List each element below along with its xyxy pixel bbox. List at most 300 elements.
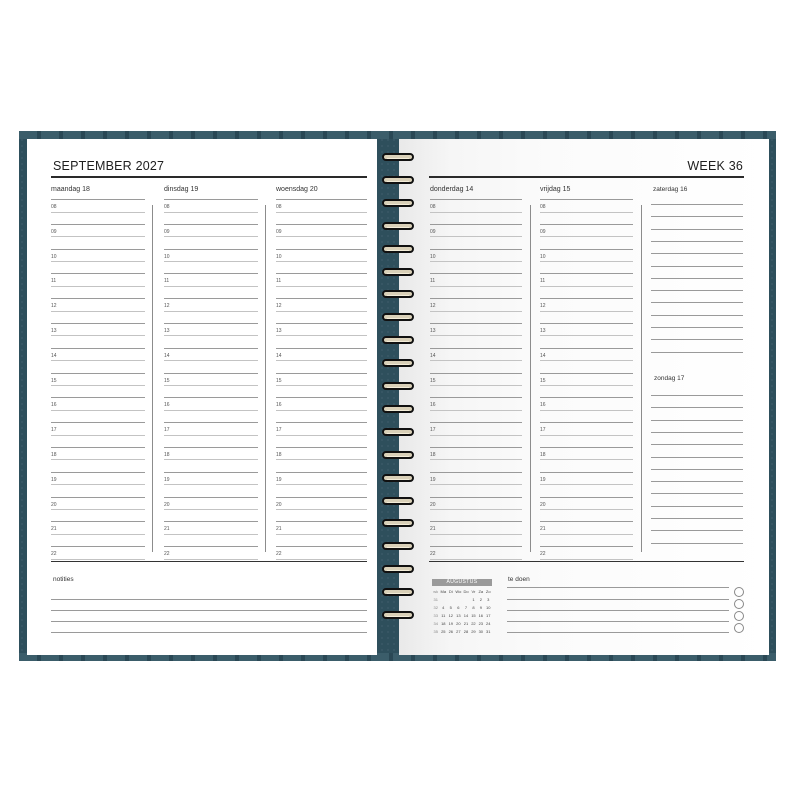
writing-line[interactable] (651, 241, 743, 242)
calendar-day (462, 595, 470, 603)
half-hour-line (540, 311, 633, 312)
month-title: SEPTEMBER 2027 (53, 159, 165, 173)
hour-label: 15 (164, 377, 170, 384)
hour-label: 21 (540, 526, 546, 533)
binding-ring (380, 220, 416, 232)
binding-ring (380, 586, 416, 598)
hour-slot[interactable] (164, 249, 258, 274)
todo-checkbox[interactable] (734, 623, 744, 633)
binding-ring (380, 517, 416, 529)
hour-label: 14 (540, 352, 546, 359)
half-hour-line (540, 534, 633, 535)
hour-label: 13 (540, 327, 546, 334)
hour-slot[interactable] (540, 298, 633, 323)
hour-slot[interactable] (51, 348, 145, 373)
hour-slot[interactable] (430, 397, 522, 422)
hour-slot[interactable] (51, 298, 145, 323)
half-hour-line (164, 335, 258, 336)
hour-slot[interactable] (276, 472, 367, 497)
day-title: vrijdag 15 (540, 186, 571, 193)
hour-label: 10 (276, 253, 282, 260)
hour-slot[interactable] (430, 472, 522, 497)
left-page (27, 139, 377, 655)
calendar-day: 20 (456, 620, 461, 626)
hour-label: 13 (164, 327, 170, 334)
half-hour-line (51, 484, 145, 485)
binding-ring (380, 243, 416, 255)
hour-slot[interactable] (276, 397, 367, 422)
hour-label: 19 (430, 476, 436, 483)
todo-checkbox[interactable] (734, 587, 744, 597)
hour-label: 13 (276, 327, 282, 334)
hour-slot[interactable] (276, 447, 367, 472)
writing-line[interactable] (651, 204, 743, 205)
hour-slot[interactable] (540, 521, 633, 546)
sunday-title: zondag 17 (654, 375, 685, 382)
todo-line[interactable] (507, 587, 729, 588)
half-hour-line (51, 286, 145, 287)
half-hour-line (430, 360, 522, 361)
hour-slot[interactable] (276, 546, 367, 571)
note-line[interactable] (51, 599, 367, 600)
hour-label: 18 (164, 451, 170, 458)
half-hour-line (276, 360, 367, 361)
hour-slot[interactable] (430, 224, 522, 249)
half-hour-line (430, 311, 522, 312)
hour-slot[interactable] (276, 521, 367, 546)
calendar-day (447, 595, 454, 603)
calendar-day: 8 (472, 604, 475, 610)
half-hour-line (51, 435, 145, 436)
hour-label: 14 (164, 352, 170, 359)
writing-line[interactable] (651, 315, 743, 316)
todo-checkbox[interactable] (734, 599, 744, 609)
cover-top-band (19, 131, 776, 139)
calendar-day: 19 (448, 620, 454, 626)
hour-list (540, 199, 633, 571)
hour-slot[interactable] (540, 397, 633, 422)
hour-slot[interactable] (276, 422, 367, 447)
hour-slot[interactable] (276, 348, 367, 373)
hour-label: 10 (164, 253, 170, 260)
week-number: 33 (433, 612, 438, 618)
half-hour-line (430, 559, 522, 560)
hour-label: 21 (430, 526, 436, 533)
hour-label: 11 (164, 278, 170, 285)
day-column-wednesday (276, 184, 367, 571)
hour-slot[interactable] (540, 497, 633, 522)
half-hour-line (164, 286, 258, 287)
column-divider (152, 205, 153, 552)
hour-slot[interactable] (164, 497, 258, 522)
todo-label: te doen (508, 576, 530, 583)
day-title: dinsdag 19 (164, 186, 199, 193)
hour-label: 09 (164, 228, 170, 235)
half-hour-line (540, 410, 633, 411)
hour-slot[interactable] (276, 249, 367, 274)
hour-slot[interactable] (540, 348, 633, 373)
notes-rule (51, 561, 367, 562)
hour-list (276, 199, 367, 571)
writing-line[interactable] (651, 253, 743, 254)
hour-slot[interactable] (164, 298, 258, 323)
hour-label: 21 (164, 526, 170, 533)
hour-label: 16 (540, 402, 546, 409)
calendar-weekday: Zo (485, 588, 491, 594)
todo-line[interactable] (507, 599, 729, 600)
hour-list (430, 199, 522, 571)
calendar-day: 12 (448, 612, 454, 618)
half-hour-line (164, 311, 258, 312)
calendar-weekday: Za (478, 588, 484, 594)
half-hour-line (540, 212, 633, 213)
binding-ring (380, 403, 416, 415)
binding-ring (380, 266, 416, 278)
half-hour-line (430, 385, 522, 386)
calendar-day: 10 (486, 604, 491, 610)
hour-label: 21 (276, 526, 282, 533)
binding-ring (380, 311, 416, 323)
hour-slot[interactable] (430, 273, 522, 298)
hour-slot[interactable] (276, 298, 367, 323)
hour-slot[interactable] (430, 348, 522, 373)
note-line[interactable] (51, 621, 367, 622)
calendar-day: 30 (478, 628, 484, 634)
week-number: 32 (433, 604, 438, 610)
hour-slot[interactable] (51, 249, 145, 274)
hour-label: 16 (430, 402, 436, 409)
hour-slot[interactable] (164, 373, 258, 398)
hour-slot[interactable] (540, 422, 633, 447)
binding-ring (380, 174, 416, 186)
calendar-weekday: Di (448, 588, 453, 594)
half-hour-line (430, 335, 522, 336)
half-hour-line (540, 360, 633, 361)
calendar-day: 17 (486, 612, 491, 618)
hour-label: 09 (51, 228, 57, 235)
calendar-day: 24 (486, 620, 491, 626)
hour-label: 18 (51, 451, 57, 458)
hour-slot[interactable] (51, 472, 145, 497)
hour-label: 20 (51, 501, 57, 508)
calendar-day: 3 (487, 596, 490, 602)
column-divider (530, 205, 531, 552)
hour-slot[interactable] (164, 224, 258, 249)
half-hour-line (540, 435, 633, 436)
hour-label: 10 (540, 253, 546, 260)
half-hour-line (164, 236, 258, 237)
half-hour-line (164, 459, 258, 460)
todo-checkbox[interactable] (734, 611, 744, 621)
writing-line[interactable] (651, 530, 743, 531)
hour-slot[interactable] (430, 447, 522, 472)
hour-label: 22 (430, 551, 436, 558)
column-divider (641, 205, 642, 552)
hour-label: 18 (276, 451, 282, 458)
half-hour-line (276, 261, 367, 262)
half-hour-line (51, 335, 145, 336)
hour-slot[interactable] (540, 323, 633, 348)
calendar-day: 11 (441, 612, 446, 618)
hour-slot[interactable] (164, 323, 258, 348)
writing-line[interactable] (651, 339, 743, 340)
todo-line[interactable] (507, 632, 729, 633)
half-hour-line (430, 509, 522, 510)
hour-label: 22 (51, 551, 57, 558)
binding-ring (380, 380, 416, 392)
binding-ring (380, 426, 416, 438)
half-hour-line (51, 459, 145, 460)
calendar-day: 16 (478, 612, 484, 618)
hour-label: 21 (51, 526, 57, 533)
day-title: woensdag 20 (276, 186, 318, 193)
half-hour-line (164, 435, 258, 436)
hour-slot[interactable] (276, 273, 367, 298)
writing-line[interactable] (651, 266, 743, 267)
calendar-weekday: Ma (440, 588, 447, 594)
hour-label: 19 (51, 476, 57, 483)
hour-slot[interactable] (430, 199, 522, 224)
hour-slot[interactable] (276, 199, 367, 224)
half-hour-line (164, 385, 258, 386)
hour-slot[interactable] (540, 447, 633, 472)
day-title: donderdag 14 (430, 186, 474, 193)
header-rule (429, 176, 744, 178)
half-hour-line (276, 410, 367, 411)
hour-slot[interactable] (430, 298, 522, 323)
saturday-title: zaterdag 16 (653, 186, 688, 193)
hour-slot[interactable] (164, 447, 258, 472)
writing-line[interactable] (651, 216, 743, 217)
half-hour-line (164, 559, 258, 560)
hour-label: 17 (51, 427, 57, 434)
hour-slot[interactable] (540, 273, 633, 298)
hour-label: 22 (276, 551, 282, 558)
hour-slot[interactable] (164, 348, 258, 373)
header-rule (51, 176, 367, 178)
half-hour-line (164, 212, 258, 213)
hour-label: 08 (540, 204, 546, 210)
writing-line[interactable] (651, 444, 743, 445)
half-hour-line (430, 286, 522, 287)
hour-slot[interactable] (540, 199, 633, 224)
calendar-day: 13 (456, 612, 461, 618)
half-hour-line (540, 559, 633, 560)
hour-slot[interactable] (276, 373, 367, 398)
writing-line[interactable] (651, 493, 743, 494)
binding-ring (380, 334, 416, 346)
right-page (399, 139, 769, 655)
writing-line[interactable] (651, 395, 743, 396)
hour-label: 13 (430, 327, 436, 334)
writing-line[interactable] (651, 432, 743, 433)
hour-slot[interactable] (51, 447, 145, 472)
writing-line[interactable] (651, 469, 743, 470)
hour-label: 13 (51, 327, 57, 334)
hour-label: 17 (430, 427, 436, 434)
calendar-day: 28 (463, 628, 469, 634)
calendar-day: 31 (486, 628, 491, 634)
binding-ring (380, 563, 416, 575)
hour-slot[interactable] (540, 546, 633, 571)
binding-ring (380, 151, 416, 163)
note-line[interactable] (51, 610, 367, 611)
hour-slot[interactable] (276, 224, 367, 249)
hour-slot[interactable] (164, 546, 258, 571)
writing-line[interactable] (651, 457, 743, 458)
writing-line[interactable] (651, 352, 743, 353)
half-hour-line (276, 559, 367, 560)
hour-slot[interactable] (430, 497, 522, 522)
half-hour-line (276, 236, 367, 237)
mini-calendar (432, 579, 492, 635)
calendar-day: 7 (464, 604, 468, 610)
hour-slot[interactable] (51, 323, 145, 348)
calendar-day: 21 (463, 620, 469, 626)
hour-slot[interactable] (51, 224, 145, 249)
binding-ring (380, 288, 416, 300)
half-hour-line (430, 212, 522, 213)
hour-label: 17 (540, 427, 546, 434)
writing-line[interactable] (651, 327, 743, 328)
hour-slot[interactable] (540, 249, 633, 274)
hour-slot[interactable] (164, 199, 258, 224)
half-hour-line (430, 236, 522, 237)
hour-slot[interactable] (51, 546, 145, 571)
writing-line[interactable] (651, 518, 743, 519)
hour-slot[interactable] (430, 249, 522, 274)
hour-slot[interactable] (276, 497, 367, 522)
hour-label: 15 (51, 377, 57, 384)
day-column-monday (51, 184, 145, 571)
hour-label: 10 (51, 253, 57, 260)
hour-label: 16 (276, 402, 282, 409)
writing-line[interactable] (651, 481, 743, 482)
hour-slot[interactable] (430, 521, 522, 546)
writing-line[interactable] (651, 278, 743, 279)
hour-slot[interactable] (51, 497, 145, 522)
half-hour-line (276, 534, 367, 535)
binding-ring (380, 197, 416, 209)
hour-label: 20 (540, 501, 546, 508)
binding-ring (380, 495, 416, 507)
hour-label: 08 (276, 204, 282, 210)
hour-label: 19 (164, 476, 170, 483)
hour-label: 12 (430, 303, 436, 310)
half-hour-line (164, 360, 258, 361)
half-hour-line (51, 410, 145, 411)
calendar-day: 4 (442, 604, 445, 610)
week-number: 31 (433, 596, 438, 602)
half-hour-line (430, 261, 522, 262)
hour-slot[interactable] (164, 521, 258, 546)
hour-slot[interactable] (51, 199, 145, 224)
hour-label: 09 (540, 228, 546, 235)
notes-label: notities (53, 576, 74, 583)
hour-slot[interactable] (540, 472, 633, 497)
hour-label: 14 (51, 352, 57, 359)
hour-label: 09 (430, 228, 436, 235)
todo-line[interactable] (507, 621, 729, 622)
hour-label: 20 (430, 501, 436, 508)
hour-label: 19 (540, 476, 546, 483)
week-number: 35 (433, 628, 438, 634)
hour-label: 19 (276, 476, 282, 483)
calendar-day: 5 (449, 604, 452, 610)
hour-label: 18 (540, 451, 546, 458)
hour-slot[interactable] (51, 422, 145, 447)
hour-slot[interactable] (51, 273, 145, 298)
hour-slot[interactable] (276, 323, 367, 348)
calendar-day: 2 (479, 596, 482, 602)
hour-slot[interactable] (430, 546, 522, 571)
hour-slot[interactable] (430, 373, 522, 398)
hour-label: 12 (51, 303, 57, 310)
hour-slot[interactable] (430, 422, 522, 447)
hour-slot[interactable] (51, 373, 145, 398)
day-column-friday (540, 184, 633, 571)
writing-line[interactable] (651, 420, 743, 421)
hour-label: 18 (430, 451, 436, 458)
calendar-weekday: Vr (471, 588, 476, 594)
binding-ring (380, 472, 416, 484)
week-title: WEEK 36 (687, 159, 743, 173)
hour-label: 11 (540, 278, 546, 285)
hour-list (51, 199, 145, 571)
writing-line[interactable] (651, 290, 743, 291)
half-hour-line (540, 484, 633, 485)
hour-label: 14 (430, 352, 436, 359)
hour-label: 20 (164, 501, 170, 508)
note-line[interactable] (51, 632, 367, 633)
half-hour-line (430, 484, 522, 485)
calendar-day: 6 (457, 604, 460, 610)
hour-slot[interactable] (540, 224, 633, 249)
writing-line[interactable] (651, 229, 743, 230)
hour-label: 17 (276, 427, 282, 434)
hour-label: 14 (276, 352, 282, 359)
calendar-day: 27 (456, 628, 461, 634)
half-hour-line (51, 311, 145, 312)
week-number: 34 (433, 620, 438, 626)
half-hour-line (276, 286, 367, 287)
half-hour-line (51, 236, 145, 237)
hour-label: 12 (164, 303, 170, 310)
calendar-weekday: wk (433, 588, 439, 594)
hour-slot[interactable] (164, 422, 258, 447)
writing-line[interactable] (651, 407, 743, 408)
writing-line[interactable] (651, 543, 743, 544)
hour-slot[interactable] (164, 397, 258, 422)
binding-ring (380, 609, 416, 621)
writing-line[interactable] (651, 302, 743, 303)
hour-slot[interactable] (430, 323, 522, 348)
writing-line[interactable] (651, 506, 743, 507)
todo-line[interactable] (507, 610, 729, 611)
hour-slot[interactable] (51, 397, 145, 422)
day-title: maandag 18 (51, 186, 90, 193)
hour-slot[interactable] (540, 373, 633, 398)
calendar-day: 9 (479, 604, 482, 610)
mini-calendar-month: AUGUSTUS (432, 579, 492, 586)
day-column-thursday (430, 184, 522, 571)
hour-slot[interactable] (51, 521, 145, 546)
half-hour-line (51, 212, 145, 213)
hour-slot[interactable] (164, 472, 258, 497)
half-hour-line (540, 286, 633, 287)
hour-slot[interactable] (164, 273, 258, 298)
hour-label: 15 (430, 377, 436, 384)
